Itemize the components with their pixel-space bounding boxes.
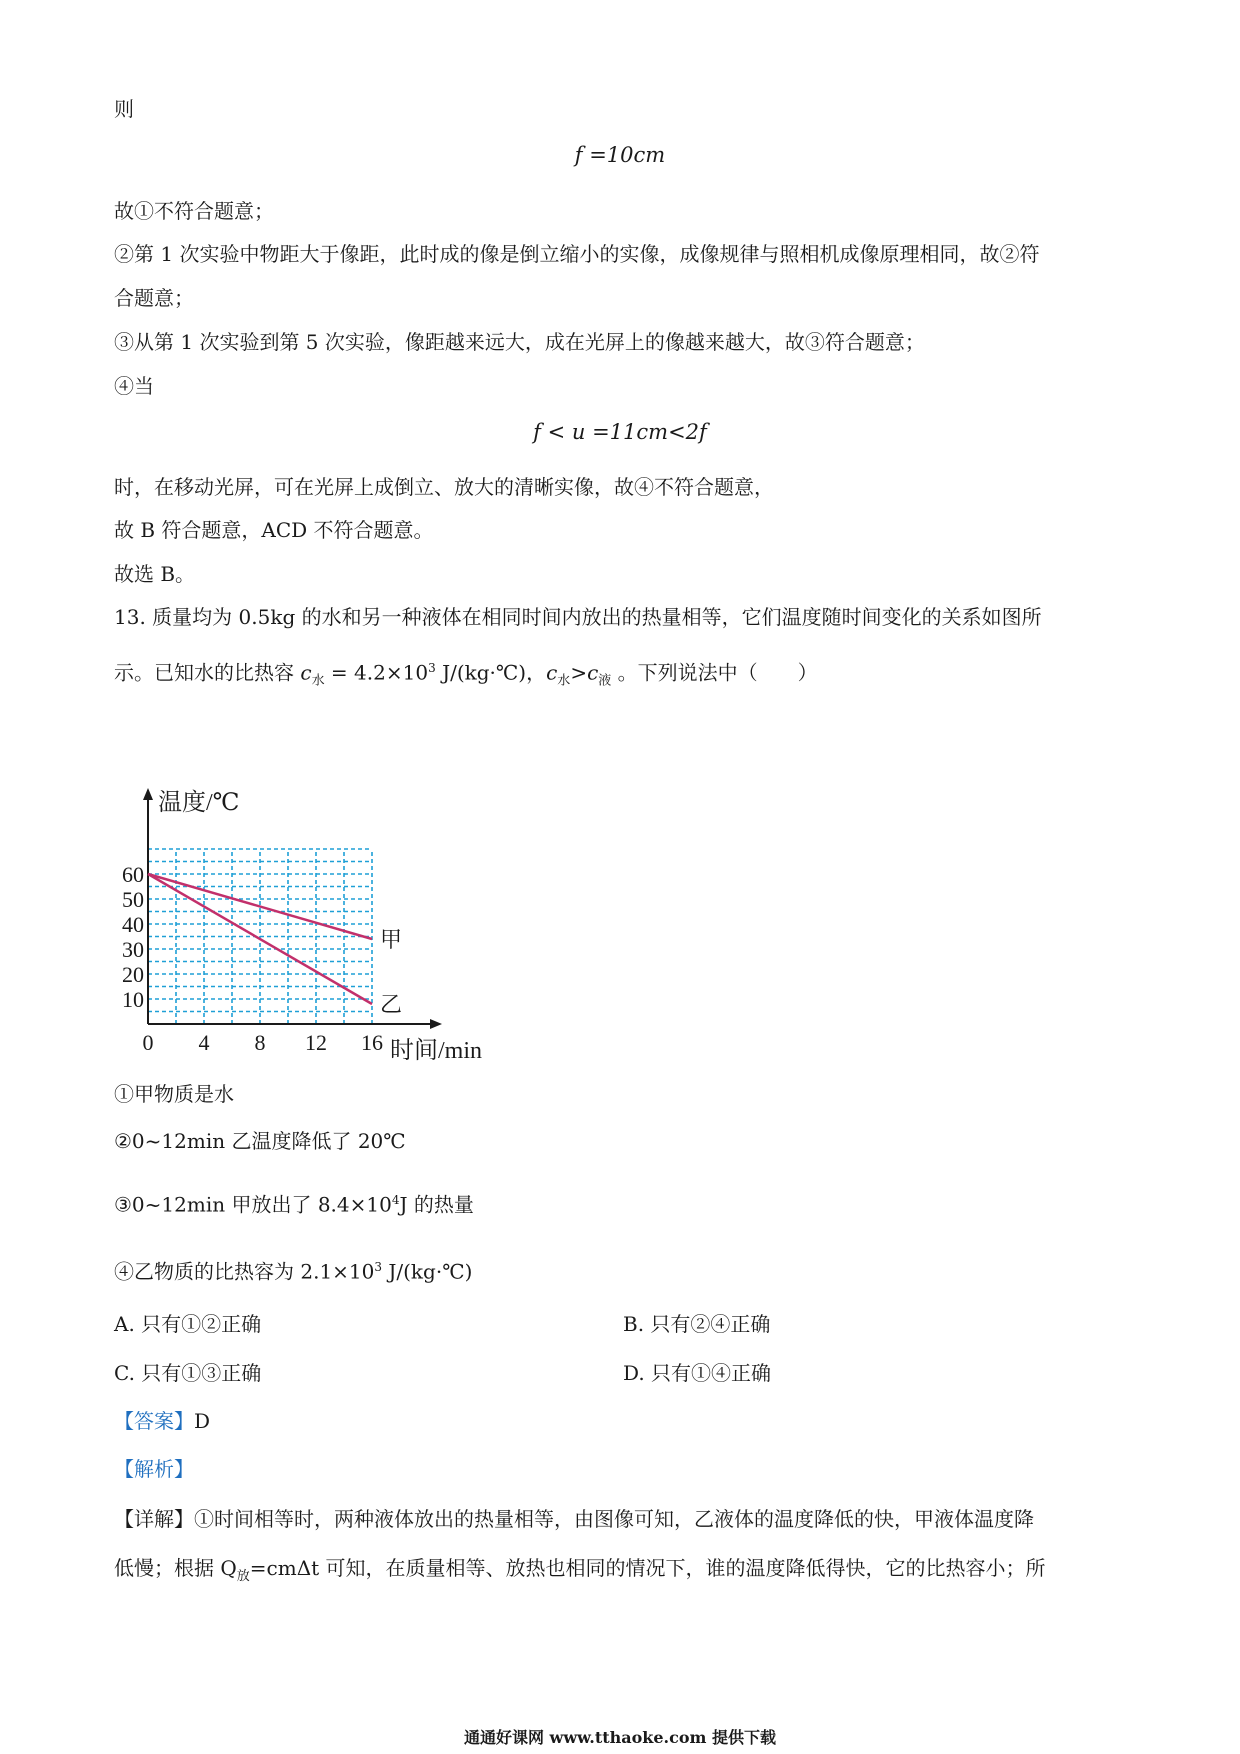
- x-tick-label: 8: [254, 1030, 266, 1055]
- y-axis-arrow: [143, 788, 153, 800]
- footer: 通通好课网 www.tthaoke.com 提供下载: [463, 1728, 777, 1747]
- option-a: A. 只有①②正确: [114, 1312, 262, 1336]
- equation: f < u =11cm<2f: [533, 420, 707, 444]
- text-line: 故 B 符合题意，ACD 不符合题意。: [114, 518, 434, 542]
- y-tick-label: 30: [122, 937, 144, 962]
- text-line: 则: [114, 97, 134, 121]
- x-tick-label: 16: [361, 1030, 383, 1055]
- text-line: 故选 B。: [114, 562, 196, 586]
- answer-label: 【答案】: [114, 1409, 194, 1433]
- text-line: ③从第 1 次实验到第 5 次实验，像距越来远大，成在光屏上的像越来越大，故③符合题意；: [114, 330, 925, 354]
- statement-4: ④乙物质的比热容为 $2.1\times 10^3$ J/(kg·℃): [114, 1259, 473, 1284]
- statement-1: ①甲物质是水: [114, 1082, 234, 1106]
- x-tick-label: 12: [305, 1030, 327, 1055]
- option-b: B. 只有②④正确: [623, 1312, 771, 1336]
- option-d: D. 只有①④正确: [623, 1361, 772, 1385]
- option-c: C. 只有①③正确: [114, 1361, 262, 1385]
- analysis-label: 【解析】: [114, 1457, 194, 1481]
- x-axis-arrow: [430, 1019, 442, 1029]
- y-axis-title: 温度/℃: [158, 790, 240, 816]
- detail-line2: 低慢；根据 $Q_放=cm\Delta t$ 可知，在质量相等、放热也相同的情况下，谁的温度降低得快，它的比热容小；所: [114, 1556, 1046, 1584]
- text-line: ②第 1 次实验中物距大于像距，此时成的像是倒立缩小的实像，成像规律与照相机成像原理相同，故②符: [114, 242, 1040, 266]
- text-line: 故①不符合题意；: [114, 199, 274, 223]
- x-tick-label: 0: [142, 1030, 154, 1055]
- series-label: 乙: [380, 992, 403, 1017]
- question-13-line1: 13. 质量均为 0.5kg 的水和另一种液体在相同时间内放出的热量相等，它们温度随时间变化的关系如图所: [114, 605, 1042, 629]
- y-tick-label: 50: [122, 887, 144, 912]
- series-line: [148, 874, 372, 1004]
- text-line: 合题意；: [114, 286, 194, 310]
- y-tick-label: 10: [122, 987, 144, 1012]
- y-tick-label: 40: [122, 912, 144, 937]
- answer-value: D: [194, 1409, 211, 1433]
- statement-3: ③0~12min 甲放出了 $8.4\times 10^4J$ 的热量: [114, 1192, 474, 1217]
- series-label: 甲: [380, 927, 403, 952]
- text-line: ④当: [114, 374, 154, 398]
- question-13-line2: 示。已知水的比热容 $c_水 = 4.2\times 10^3$ J/(kg·℃)，$c_水>c_液$ 。下列说法中（ ）: [114, 660, 818, 689]
- detail-line1: 【详解】①时间相等时，两种液体放出的热量相等，由图像可知，乙液体的温度降低的快，甲液体温度降: [114, 1507, 1034, 1531]
- y-tick-label: 60: [122, 862, 144, 887]
- text-line: 时，在移动光屏，可在光屏上成倒立、放大的清晰实像，故④不符合题意，: [114, 475, 774, 499]
- statement-2: ②0~12min 乙温度降低了 20℃: [114, 1129, 406, 1153]
- x-tick-label: 4: [198, 1030, 210, 1055]
- chart-series: [148, 874, 372, 1004]
- x-axis-title: 时间/min: [390, 1038, 483, 1064]
- equation: f =10cm: [574, 143, 666, 167]
- chart-grid: [148, 849, 372, 1024]
- temperature-time-chart: [110, 788, 510, 1068]
- y-tick-label: 20: [122, 962, 144, 987]
- answer-line: [114, 1407, 210, 1435]
